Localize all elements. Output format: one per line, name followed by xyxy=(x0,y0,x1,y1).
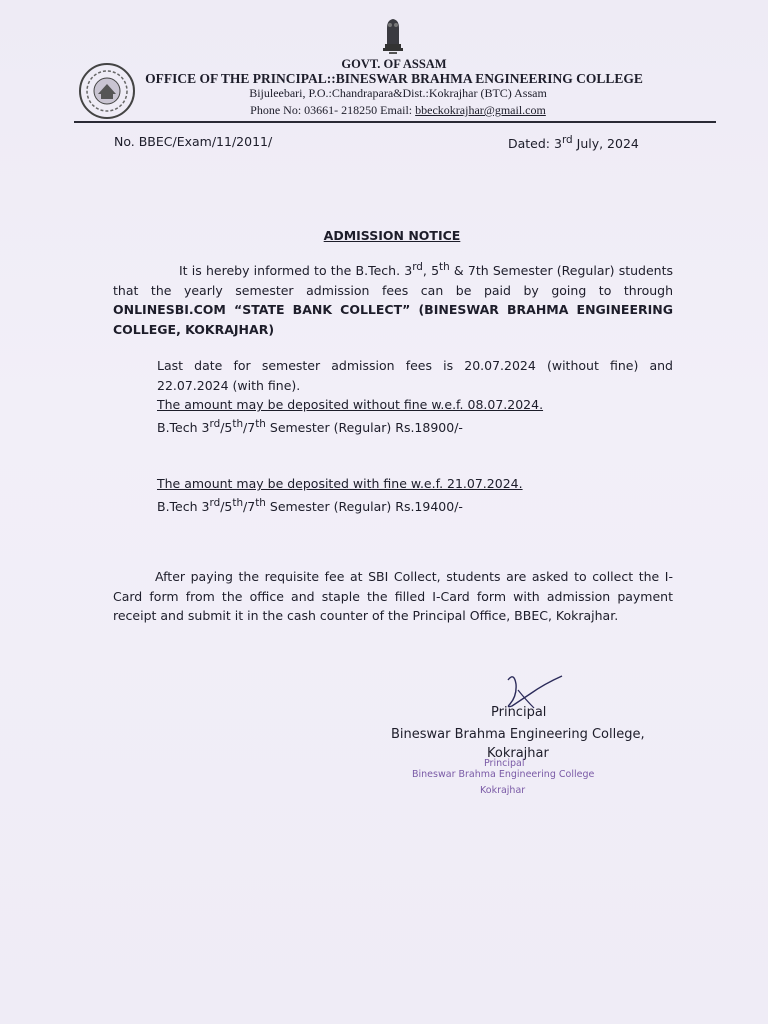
signatory-location: Kokrajhar xyxy=(487,746,549,761)
fee2-sup1: rd xyxy=(209,496,221,509)
sbi-collect-text: ONLINESBI.COM “STATE BANK COLLECT” (BINESWAR BRAHMA ENGINEERING COLLEGE, KOKRAJHAR) xyxy=(113,302,673,337)
fee2-b: /5 xyxy=(220,498,233,514)
phone-text: Phone No: 03661- 218250 Email: xyxy=(250,103,416,117)
fee1-sup3: th xyxy=(255,417,266,430)
fee2-sup2: th xyxy=(232,496,244,509)
stamp-title: Principal xyxy=(484,758,525,769)
fee-details-block xyxy=(157,356,673,437)
fine-details-block xyxy=(157,474,673,516)
email-link[interactable]: bbeckokrajhar@gmail.com xyxy=(415,103,546,117)
state-emblem-icon xyxy=(380,14,406,58)
intro-text-b: , 5 xyxy=(422,263,440,279)
without-fine-heading: The amount may be deposited without fine w.e.f. 08.07.2024. xyxy=(157,397,544,412)
intro-paragraph xyxy=(113,258,673,339)
signatory-institution: Bineswar Brahma Engineering College, xyxy=(391,727,645,742)
signatory-title: Principal xyxy=(491,705,547,720)
intro-text-a: It is hereby informed to the B.Tech. 3 xyxy=(179,263,413,279)
fee1-c: /7 xyxy=(243,419,256,435)
fee2-sup3: th xyxy=(255,496,266,509)
office-heading: OFFICE OF THE PRINCIPAL::BINESWAR BRAHMA ENGINEERING COLLEGE xyxy=(145,71,643,86)
stamp-institution: Bineswar Brahma Engineering College xyxy=(412,769,595,780)
instructions-paragraph: After paying the requisite fee at SBI Collect, students are asked to collect the I-Card form from the office and staple the filled I-Card form with admission payment receipt and submit it in the cash counter of the Principal Office, BBEC, Kokrajhar. xyxy=(113,569,673,623)
notice-title: ADMISSION NOTICE xyxy=(323,228,461,243)
intro-sup-1: rd xyxy=(412,261,423,273)
header-divider xyxy=(74,121,716,123)
contact-line xyxy=(14,103,768,118)
govt-heading: GOVT. OF ASSAM xyxy=(341,57,447,71)
fee2-a: B.Tech 3 xyxy=(157,498,210,514)
fee1-sup2: th xyxy=(232,417,244,430)
with-fine-heading: The amount may be deposited with fine w.e.f. 21.07.2024. xyxy=(157,476,523,491)
last-date-text: Last date for semester admission fees is 20.07.2024 (without fine) and 22.07.2024 (with fine). xyxy=(157,358,673,393)
fee-without-fine xyxy=(157,415,673,438)
date-line xyxy=(508,134,639,151)
fee1-sup1: rd xyxy=(209,417,221,430)
reference-number: No. BBEC/Exam/11/2011/ xyxy=(114,134,273,149)
date-sup: rd xyxy=(561,134,573,146)
intro-sup-2: th xyxy=(439,261,450,273)
fee2-c: /7 xyxy=(243,498,256,514)
college-address: Bijuleebari, P.O.:Chandrapara&Dist.:Kokrajhar (BTC) Assam xyxy=(249,86,547,100)
fee1-b: /5 xyxy=(220,419,233,435)
fee1-d: Semester (Regular) Rs.18900/- xyxy=(265,419,463,435)
stamp-location: Kokrajhar xyxy=(480,785,526,796)
fee2-d: Semester (Regular) Rs.19400/- xyxy=(265,498,463,514)
fee1-a: B.Tech 3 xyxy=(157,419,210,435)
date-suffix: July, 2024 xyxy=(572,136,639,152)
intro-text-c: & 7th Semester (Regular) students that the yearly semester admission fees can be paid by going to through xyxy=(113,263,674,298)
fee-with-fine xyxy=(157,494,673,517)
date-prefix: Dated: 3 xyxy=(508,136,562,152)
